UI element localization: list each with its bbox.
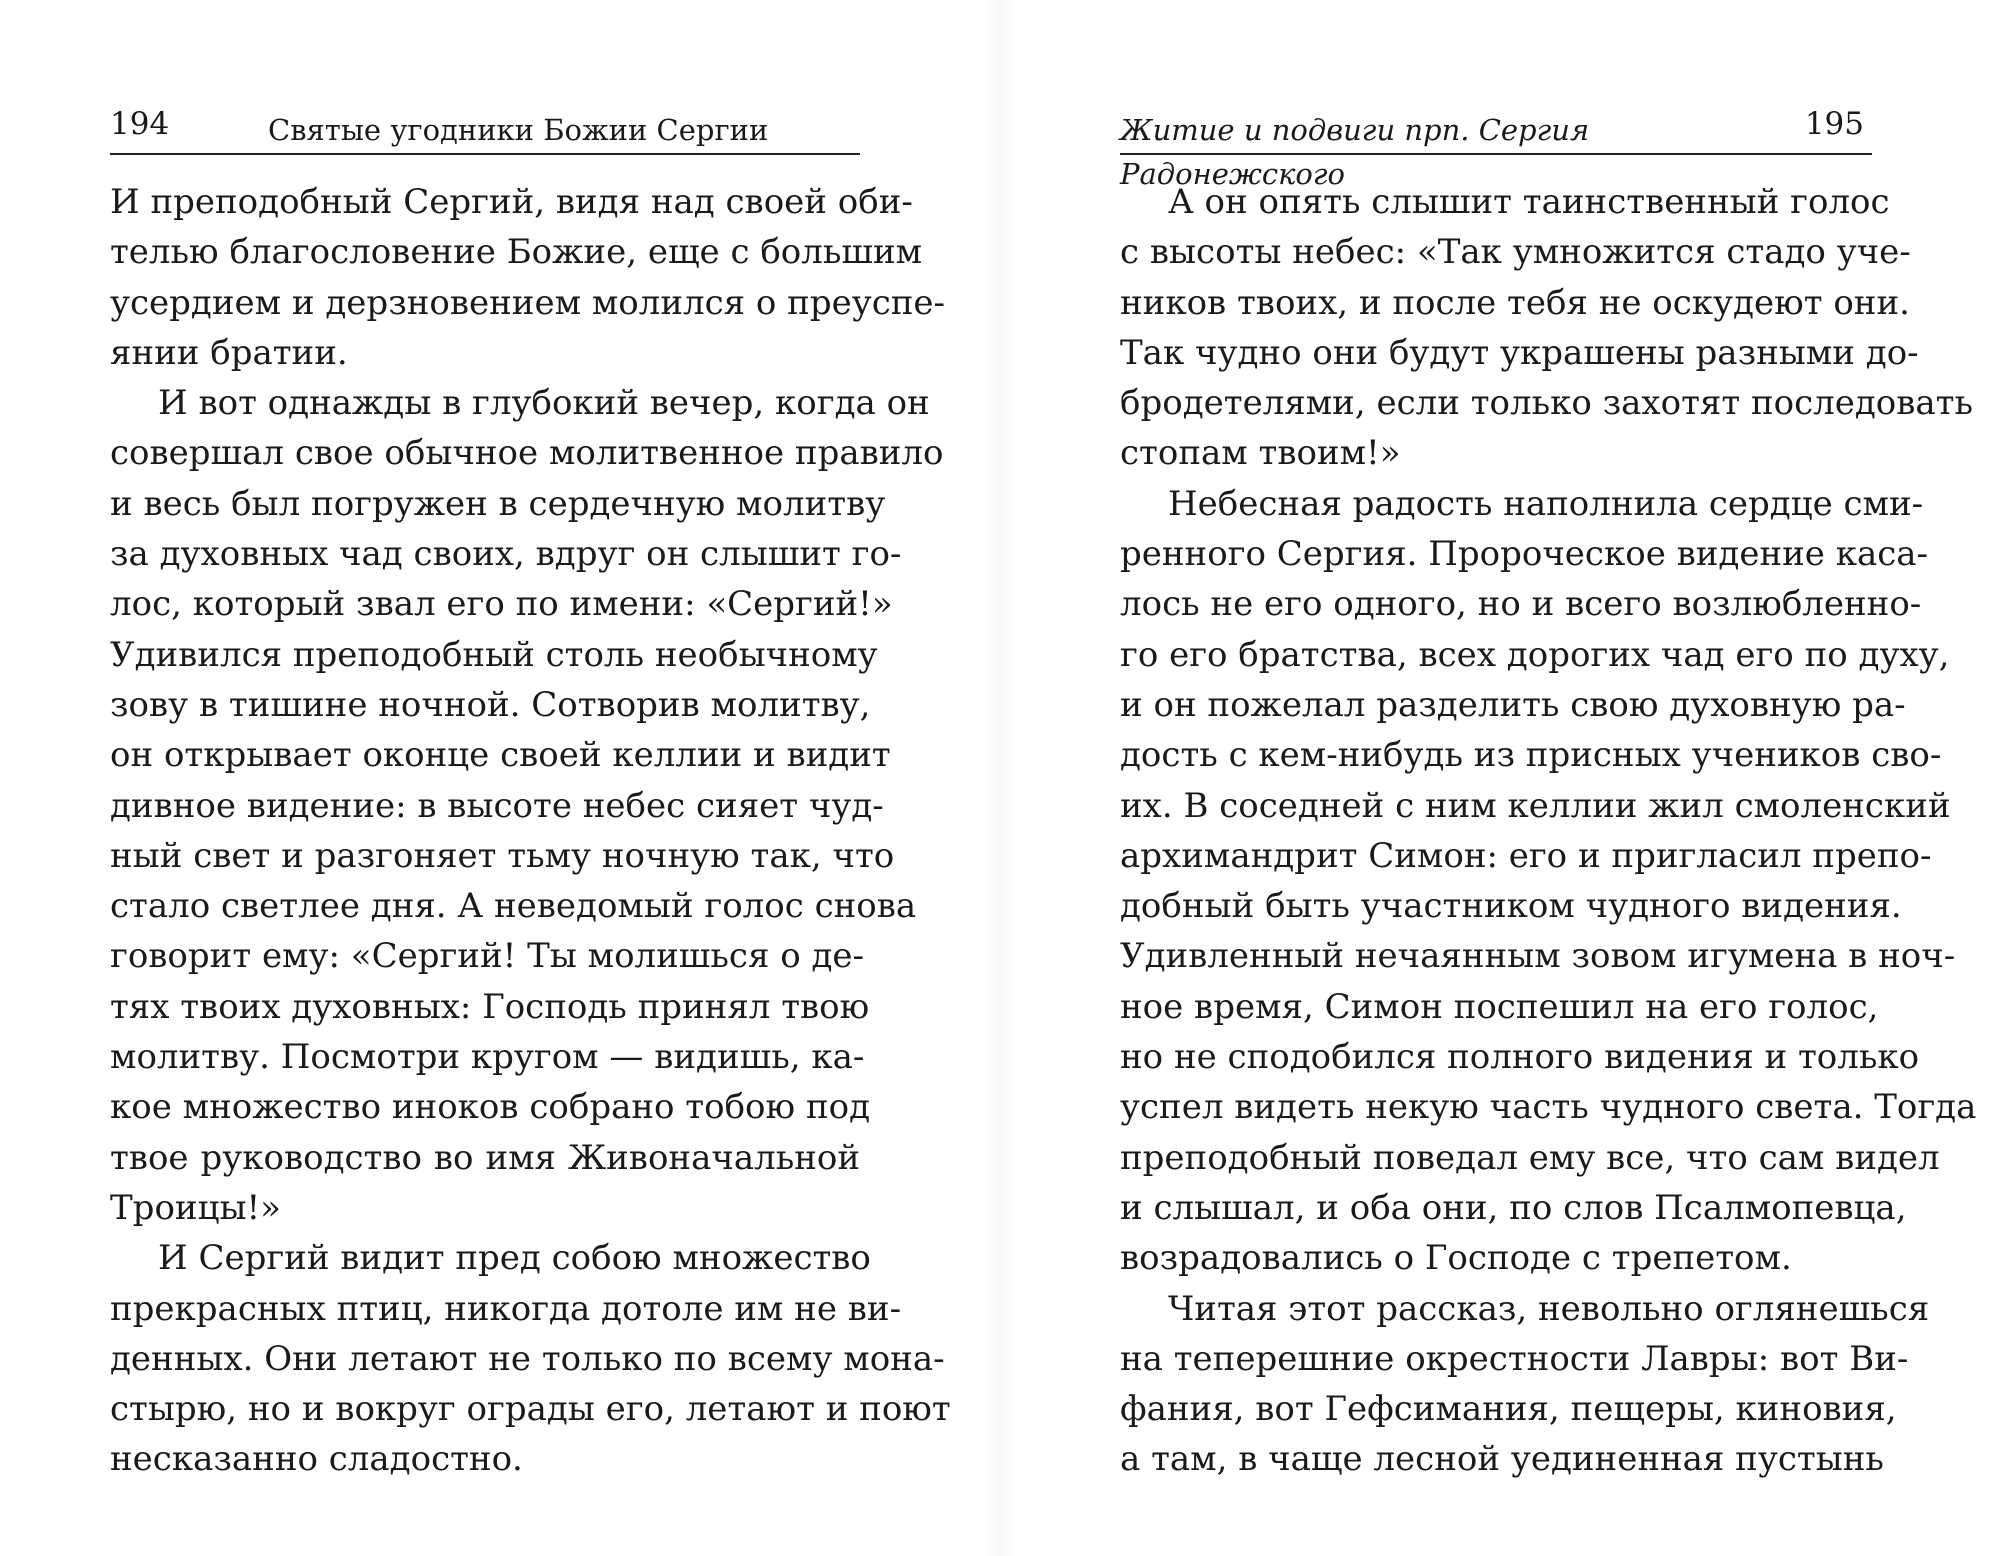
right-page-header [1120, 106, 1872, 191]
text-line: и слышал, и оба они, по слов Псалмопевца, [1120, 1187, 1907, 1228]
left-running-title: Святые угодники Божии Сергии [268, 113, 769, 147]
text-line: И вот однажды в глубокий вечер, когда он [158, 383, 930, 424]
book-gutter [985, 0, 1015, 1556]
text-line: архимандрит Симон: его и пригласил препо- [1120, 835, 1932, 876]
text-line: тях твоих духовных: Господь принял твою [110, 986, 870, 1027]
text-line: их. В соседней с ним келлии жил смоленский [1120, 785, 1951, 826]
text-line: стало светлее дня. А неведомый голос снова [110, 886, 917, 927]
right-page [1120, 0, 1977, 1556]
text-line: фания, вот Гефсимания, пещеры, киновия, [1120, 1389, 1897, 1430]
text-line: он открывает оконце своей келлии и видит [110, 735, 891, 776]
text-line: и весь был погружен в сердечную молитву [110, 483, 886, 524]
text-line: ренного Сергия. Пророческое видение каса- [1120, 534, 1929, 575]
text-line: на теперешние окрестности Лавры: вот Ви- [1120, 1338, 1909, 1379]
text-line: молитву. Посмотри кругом — видишь, ка- [110, 1037, 865, 1078]
text-line: бродетелями, если только захотят последовать [1120, 383, 1973, 424]
text-line: телью благословение Божие, еще с большим [110, 232, 923, 273]
text-line: Удивился преподобный столь необычному [110, 634, 878, 675]
text-line: ников твоих, и после тебя не оскудеют они. [1120, 282, 1910, 323]
text-line: Так чудно они будут украшены разными до- [1120, 332, 1919, 373]
text-line: зову в тишине ночной. Сотворив молитву, [110, 684, 871, 725]
right-running-title: Житие и подвиги прп. Сергия Радонежского [1120, 113, 1590, 191]
left-page-text [110, 177, 951, 1485]
text-line: денных. Они летают не только по всему мона- [110, 1338, 945, 1379]
text-line: успел видеть некую часть чудного света. Тогда [1120, 1087, 1977, 1128]
text-line: лос, который звал его по имени: «Сергий!» [110, 584, 893, 625]
text-line: Удивленный нечаянным зовом игумена в ноч- [1120, 936, 1956, 977]
text-line: и он пожелал разделить свою духовную ра- [1120, 684, 1906, 725]
text-line: И Сергий видит пред собою множество [158, 1238, 871, 1279]
text-line: совершал свое обычное молитвенное правило [110, 433, 944, 474]
text-line: говорит ему: «Сергий! Ты молишься о де- [110, 936, 865, 977]
text-line: а там, в чаще лесной уединенная пустынь [1120, 1439, 1884, 1480]
text-line: за духовных чад своих, вдруг он слышит го- [110, 534, 902, 575]
text-line: стопам твоим!» [1120, 433, 1401, 474]
text-line: дивное видение: в высоте небес сияет чуд- [110, 785, 884, 826]
text-line: Троицы!» [110, 1187, 281, 1228]
left-header-rule [110, 153, 860, 155]
text-line: усердием и дерзновением молился о преуспе- [110, 282, 946, 323]
text-line: твое руководство во имя Живоначальной [110, 1137, 860, 1178]
text-line: ный свет и разгоняет тьму ночную так, что [110, 835, 895, 876]
text-line: го его братства, всех дорогих чад его по духу, [1120, 634, 1950, 675]
text-line: Читая этот рассказ, невольно оглянешься [1168, 1288, 1930, 1329]
left-page-header [110, 108, 860, 152]
text-line: добный быть участником чудного видения. [1120, 886, 1902, 927]
text-line: лось не его одного, но и всего возлюбленно- [1120, 584, 1922, 625]
text-line: стырю, но и вокруг ограды его, летают и поют [110, 1389, 951, 1430]
text-line: несказанно сладостно. [110, 1439, 523, 1480]
left-page-number: 194 [110, 106, 170, 142]
right-page-number: 195 [1804, 106, 1864, 142]
right-header-rule [1120, 153, 1872, 155]
text-line: прекрасных птиц, никогда дотоле им не ви- [110, 1288, 902, 1329]
left-page [110, 0, 951, 1556]
text-line: янии братии. [110, 332, 348, 373]
right-page-text [1120, 177, 1977, 1485]
text-line: возрадовались о Господе с трепетом. [1120, 1238, 1792, 1279]
text-line: ное время, Симон поспешил на его голос, [1120, 986, 1879, 1027]
text-line: Небесная радость наполнила сердце сми- [1168, 483, 1924, 524]
text-line: но не сподобился полного видения и только [1120, 1037, 1920, 1078]
text-line: кое множество иноков собрано тобою под [110, 1087, 871, 1128]
text-line: преподобный поведал ему все, что сам видел [1120, 1137, 1940, 1178]
text-line: А он опять слышит таинственный голос [1168, 182, 1890, 222]
text-line: с высоты небес: «Так умножится стадо уче- [1120, 232, 1911, 273]
text-line: И преподобный Сергий, видя над своей оби- [110, 182, 913, 222]
text-line: дость с кем-нибудь из присных учеников сво- [1120, 735, 1942, 776]
